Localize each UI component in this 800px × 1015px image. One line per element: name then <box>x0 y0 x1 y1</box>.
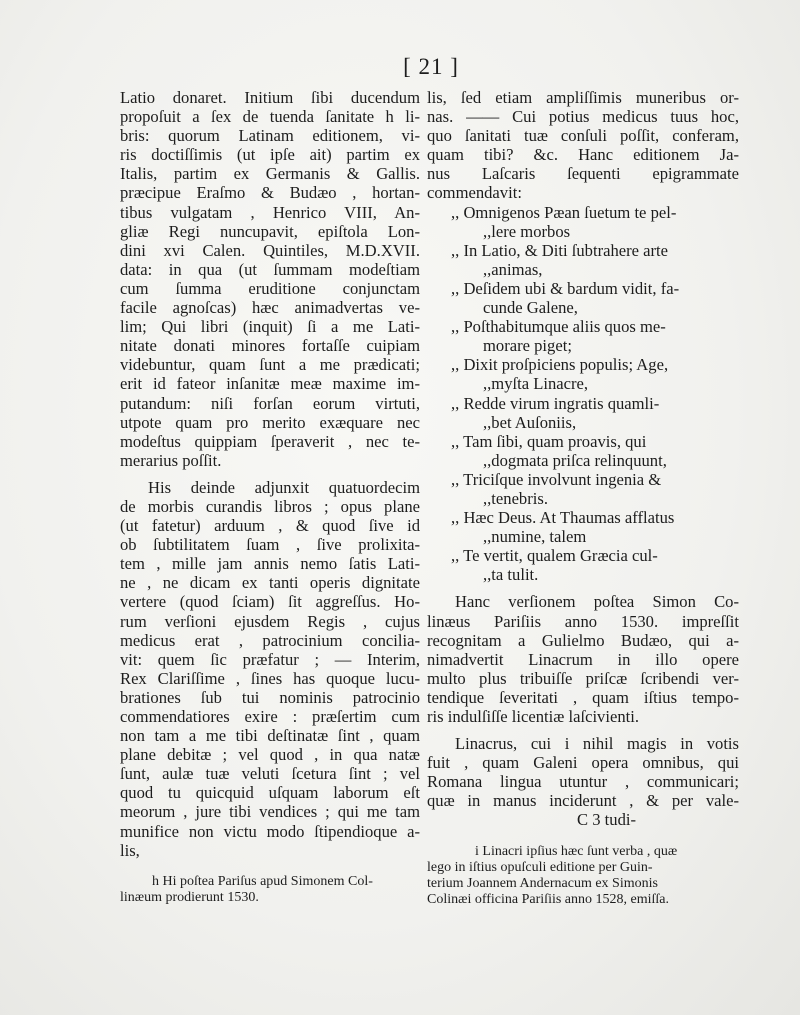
text-line: cum ſumma eruditione conjunctam <box>120 278 420 298</box>
text-line: brationes ſub tui nominis patrocinio <box>120 687 420 707</box>
text-line: videbuntur, quam ſunt a me prædicati; <box>120 355 420 375</box>
text-line: putandum: niſi forſan eorum virtuti, <box>120 393 420 413</box>
verse-line: ,, Omnigenos Pæan ſuetum te pel- <box>451 202 677 222</box>
text-line: fuit , quam Galeni opera omnibus, qui <box>427 753 739 773</box>
text-line: propoſuit a ſex de tuenda ſanitate h li- <box>120 107 420 127</box>
verse-line: morare piget; <box>483 336 572 356</box>
verse-line: ,, Tam ſibi, quam proavis, qui <box>451 431 647 451</box>
text-line: modeſtus quippiam ſperaverit , nec te- <box>120 431 420 451</box>
text-line: ris doctiſſimis (ut ipſe ait) partim ex <box>120 145 420 165</box>
text-line: (ut fatetur) arduum , & quod ſive id <box>120 516 420 536</box>
text-line: quam tibi? &c. Hanc editionem Ja- <box>427 145 739 165</box>
text-line: data: in qua (ut ſummam modeſtiam <box>120 259 420 279</box>
verse-line: ,,ta tulit. <box>483 565 539 585</box>
footnote-line: linæum prodierunt 1530. <box>120 889 259 905</box>
text-line: nitate donati minores fortaſſe cuipiam <box>120 336 420 356</box>
verse-line: ,,dogmata priſca relinquunt, <box>483 450 667 470</box>
footnote-line: lego in iſtius opuſculi editione per Guin- <box>427 859 653 875</box>
verse-line: ,,tenebris. <box>483 488 548 508</box>
verse-line: ,,animas, <box>483 259 543 279</box>
text-line: plane debitæ ; vel quod , in qua natæ <box>120 745 420 765</box>
text-line: non tam a me tibi deſtinatæ ſint , quam <box>120 726 420 746</box>
text-line: meorum , jure tibi vendices ; qui me tam <box>120 802 420 822</box>
text-line: medicus erat , patrocinium concilia- <box>120 630 420 650</box>
footnote-line: terium Joannem Andernacum ex Simonis <box>427 875 658 891</box>
text-line: merarius poſſit. <box>120 450 222 470</box>
verse-line: ,, In Latio, & Diti ſubtrahere arte <box>451 240 669 260</box>
right-column <box>427 88 739 908</box>
text-line: munifice non victu modo ſtipendioque a- <box>120 821 420 841</box>
text-line: His deinde adjunxit quatuordecim <box>148 477 420 497</box>
text-line: recognitam a Gulielmo Budæo, qui a- <box>427 630 739 650</box>
text-line: ſunt, aulæ tuæ veluti ſcetura ſint ; vel <box>120 764 420 784</box>
text-line: linæus Pariſiis anno 1530. impreſſit <box>427 611 739 631</box>
text-line: utpote quam pro merito exæquare nec <box>120 412 420 432</box>
text-line: quo ſanitati tuæ conſuli poſſit, conferam, <box>427 126 739 146</box>
verse-line: ,,lere morbos <box>483 221 571 241</box>
text-line: nus Laſcaris ſequenti epigrammate <box>427 164 739 184</box>
text-line: quod tu quicquid uſquam laborum eſt <box>120 783 420 803</box>
verse-line: ,, Poſthabitumque aliis quos me- <box>451 317 666 337</box>
text-line: Romana lingua utuntur , communicari; <box>427 772 739 792</box>
text-line: lis, ſed etiam ampliſſimis muneribus or- <box>427 88 739 107</box>
text-line: lim; Qui libri (inquit) ſi a me Lati- <box>120 317 420 337</box>
footnote-line: Colinæi officina Pariſiis anno 1528, emiſſa. <box>427 891 669 907</box>
verse-line: ,,bet Auſoniis, <box>483 412 577 432</box>
text-line: bris: quorum Latinam editionem, vi- <box>120 126 420 146</box>
text-line: ris indulſiſſe licentiæ laſcivienti. <box>427 707 639 726</box>
verse-line: cunde Galene, <box>483 298 578 318</box>
text-line: multo plus tribuiſſe priſcæ ſcribendi ver- <box>427 668 739 688</box>
text-line: vit: quem ſic præfatur ; — Interim, <box>120 649 420 669</box>
text-line: præcipue Eraſmo & Budæo , hortan- <box>120 183 420 203</box>
page-number: [ 21 ] <box>403 54 459 79</box>
text-line: de morbis curandis libros ; opus plane <box>120 496 420 516</box>
text-line: ob ſubtilitatem ſuam , ſive prolixita- <box>120 535 420 555</box>
epigram-verse <box>427 203 739 585</box>
text-line: commendatiores exire : præſertim cum <box>120 707 420 726</box>
text-line: Italis, partim ex Germanis & Gallis. <box>120 164 420 184</box>
verse-line: ,,numine, talem <box>483 527 587 547</box>
verse-line: ,, Triciſque involvunt ingenia & <box>451 469 662 489</box>
verse-line: ,, Redde virum ingratis quamli- <box>451 393 660 413</box>
text-line: facile agnoſcas) hæc animadvertas ve- <box>120 298 420 318</box>
left-column <box>120 88 420 906</box>
verse-line: ,, Dixit proſpiciens populis; Age, <box>451 355 669 375</box>
text-line: Latio donaret. Initium ſibi ducendum <box>120 88 420 107</box>
text-line: commendavit: <box>427 183 522 203</box>
text-line: dini xvi Calen. Quintiles, M.D.XVII. <box>120 240 420 260</box>
text-line: tendique ſeveritati , quam iſtius tempo- <box>427 687 739 707</box>
text-line: ne , ne dicam ex tanti operis dignitate <box>120 573 420 593</box>
text-line: erit id fateor inſanitæ meæ maxime im- <box>120 374 420 394</box>
text-line: nimadvertit Linacrum in illo opere <box>427 649 739 669</box>
text-line: rum verſioni ejusdem Regis , cujus <box>120 611 420 631</box>
text-line: nas. —— Cui potius medicus tuus hoc, <box>427 107 739 127</box>
verse-line: ,, Hæc Deus. At Thaumas afflatus <box>451 508 675 528</box>
verse-line: ,, Te vertit, qualem Græcia cul- <box>451 546 658 566</box>
text-line: tem , mille jam annis nemo ſatis Lati- <box>120 554 420 574</box>
text-line: Hanc verſionem poſtea Simon Co- <box>455 592 739 612</box>
text-line: vertere (quod ſciam) ſit aggreſſus. Ho- <box>120 592 420 612</box>
text-line: Rex Clariſſime , ſines has quoque lucu- <box>120 668 420 688</box>
text-line: Linacrus, cui i nihil magis in votis <box>455 734 739 754</box>
verse-line: ,, Deſidem ubi & bardum vidit, fa- <box>451 278 680 298</box>
footnote-line: h Hi poſtea Pariſus apud Simonem Col- <box>152 873 373 889</box>
verse-line: ,,myſta Linacre, <box>483 374 589 394</box>
signature-mark: C 3 tudi- <box>577 810 637 830</box>
text-line: quæ in manus inciderunt , & per vale- <box>427 791 739 811</box>
text-line: tibus vulgatam , Henrico VIII, An- <box>120 202 420 222</box>
footnote-line: i Linacri ipſius hæc ſunt verba , quæ <box>475 843 678 859</box>
text-line: gliæ Regi nuncupavit, epiſtola Lon- <box>120 221 420 241</box>
catchword: lis, <box>120 840 140 860</box>
